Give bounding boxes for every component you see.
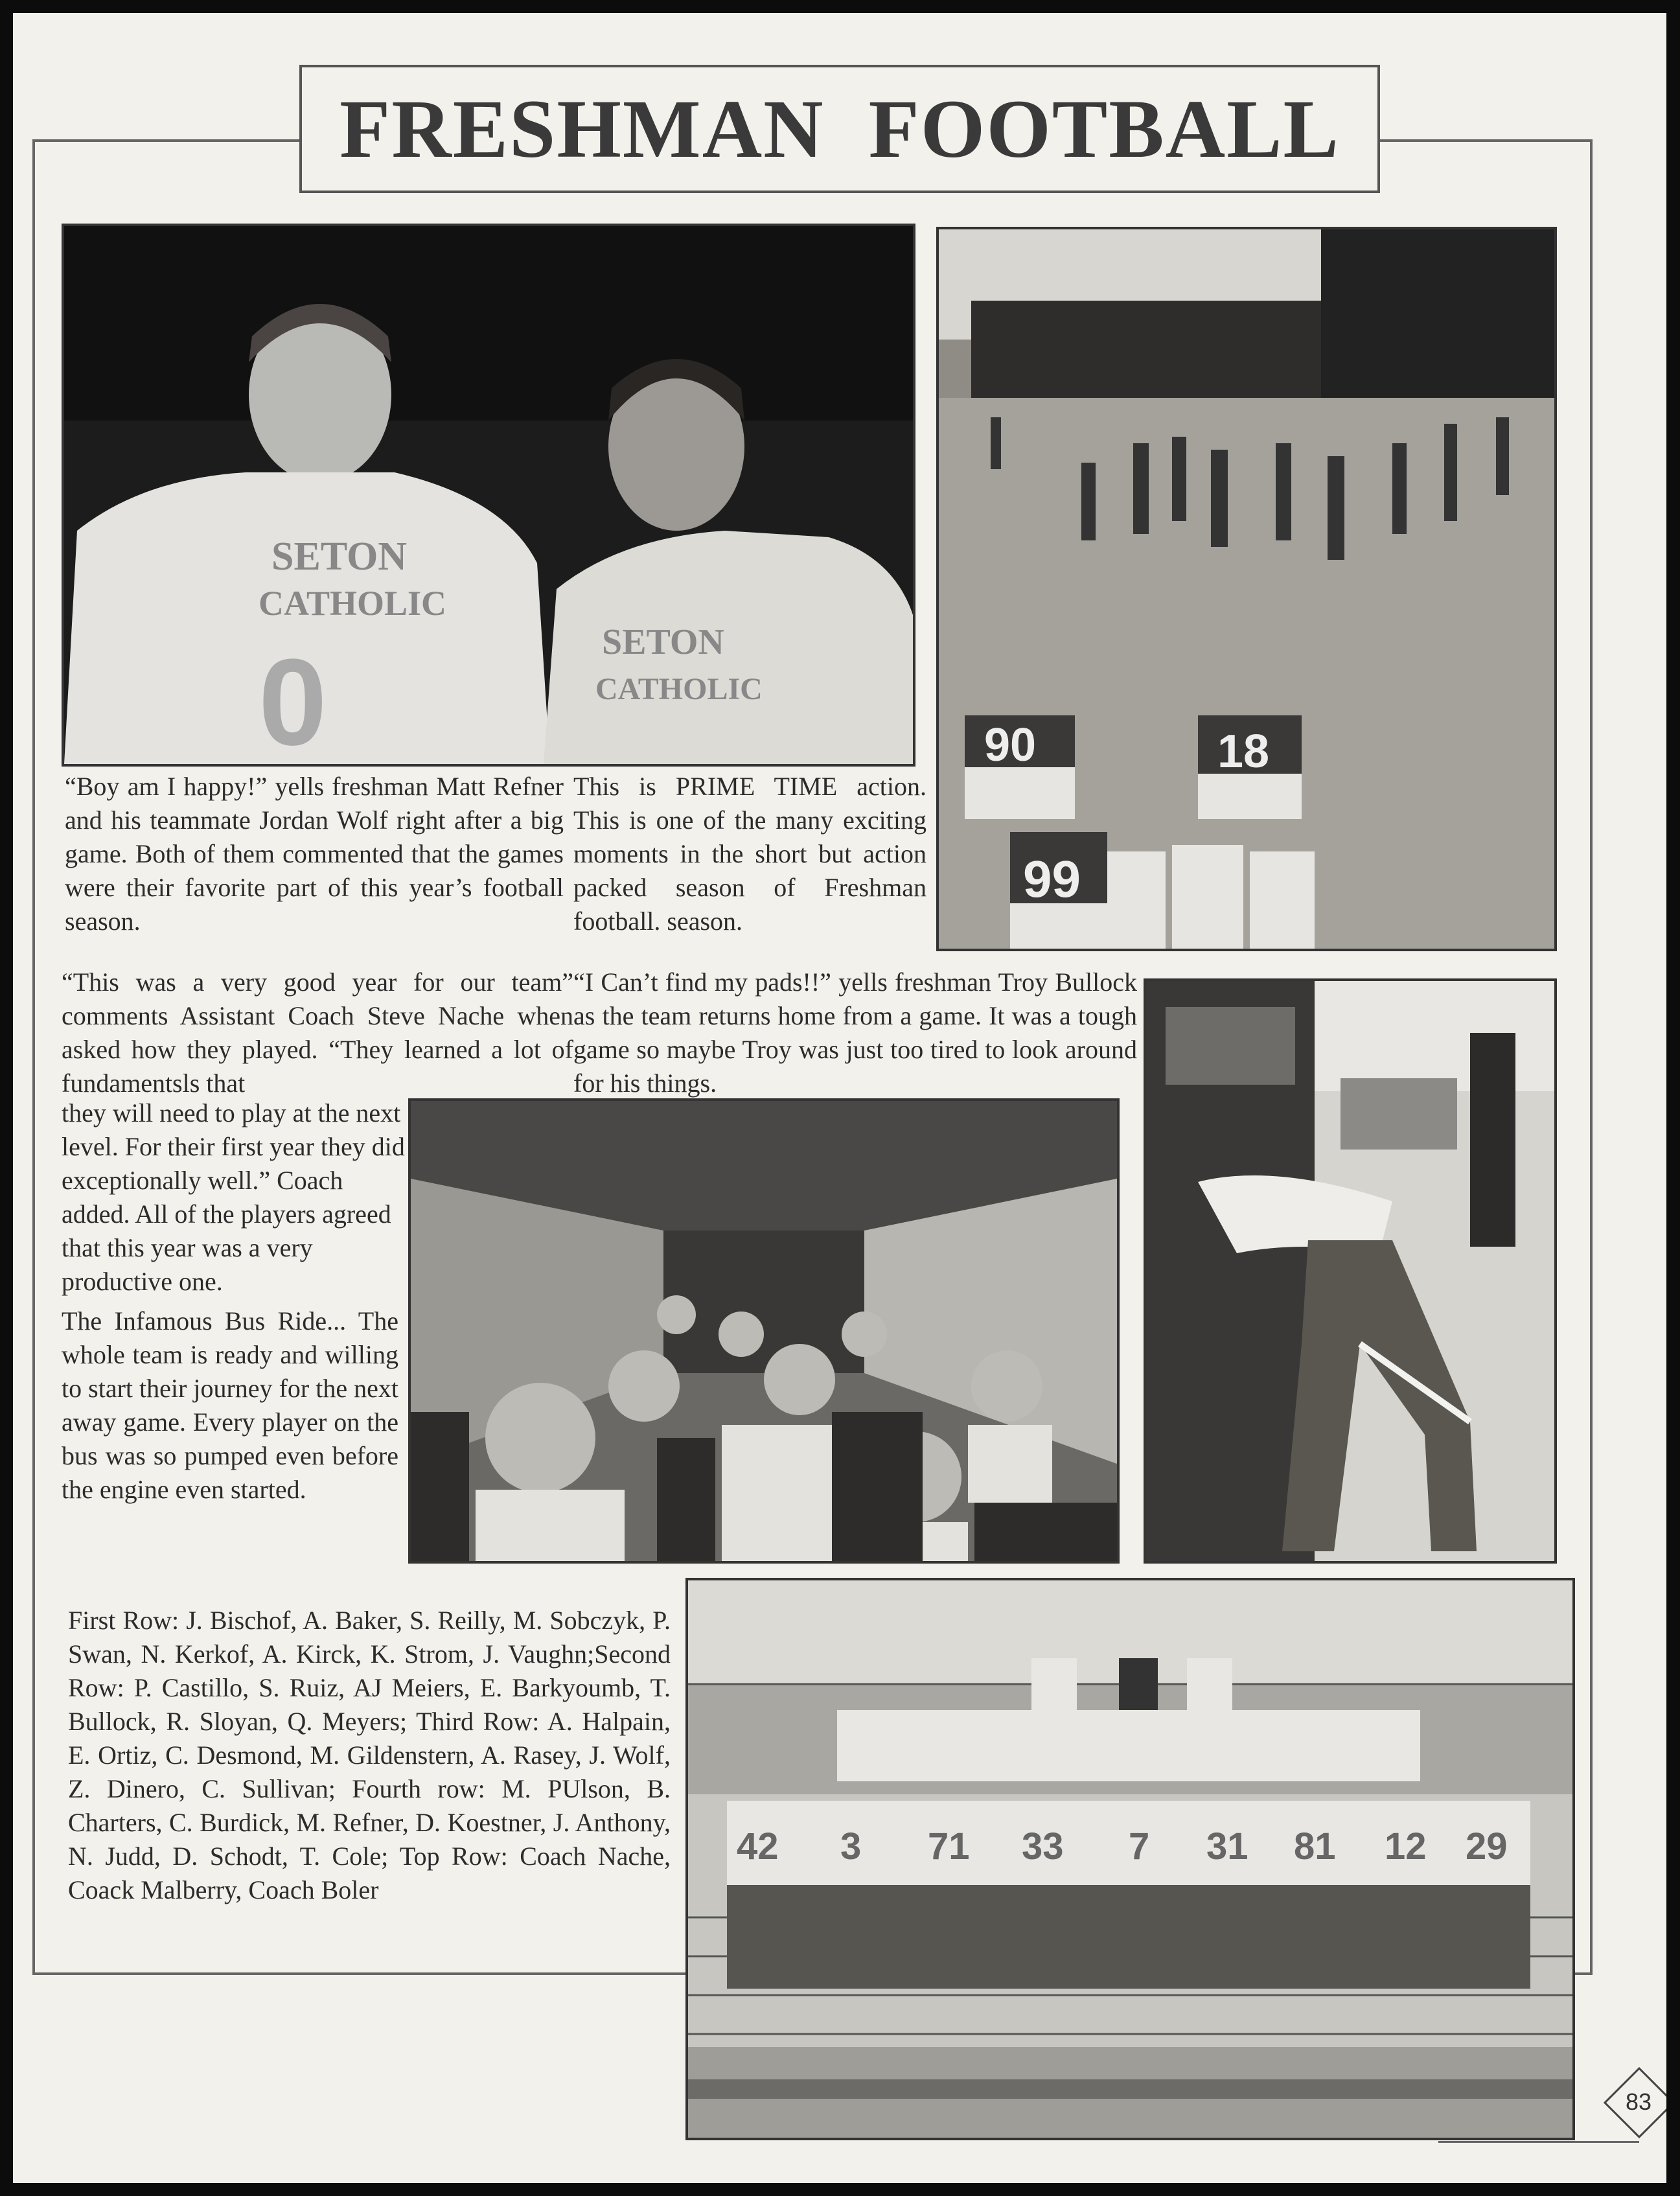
team-jersey-7: 7 bbox=[1129, 1825, 1150, 1867]
team-jersey-33: 33 bbox=[1022, 1825, 1064, 1867]
team-jersey-29: 29 bbox=[1466, 1825, 1508, 1867]
caption-pads-text: “I Can’t find my pads!!” yells freshman Troy Bullock as the team returns home from a game. It was a tough game so maybe Troy was just too tired to look around for his things. bbox=[573, 967, 1137, 1098]
bottom-rule bbox=[1438, 2141, 1639, 2143]
caption-coach-quote-continued-text: they will need to play at the next level. For their first year they did exceptionally well.” Coach added. All of the players agreed that this year was a very productive one. bbox=[62, 1098, 405, 1296]
photo-bus-ride bbox=[408, 1098, 1120, 1564]
team-jersey-71: 71 bbox=[928, 1825, 970, 1867]
jersey-number-90: 90 bbox=[984, 719, 1037, 771]
title-box bbox=[299, 65, 1380, 193]
caption-coach-quote bbox=[62, 965, 573, 1100]
jersey-text-right-1: SETON bbox=[602, 622, 724, 662]
caption-prime-time-text: This is PRIME TIME action. This is one of the many exciting moments in the short but action packed season of Freshman football. season. bbox=[573, 772, 926, 936]
caption-roster-text: First Row: J. Bischof, A. Baker, S. Reilly, M. Sobczyk, P. Swan, N. Kerkof, A. Kirck, K. Strom, J. Vaughn;Second Row: P. Castillo, S. Ruiz, AJ Meiers, E. Barkyoumb, T. Bullock, R. Sloyan, Q. Meyers; Third Row: A. Halpain, E. Ortiz, C. Desmond, M. Gildenstern, A. Rasey, J. Wolf, Z. Dinero, C. Sullivan; Fourth row: M. PUlson, B. Charters, C. Burdick, M. Refner, D. Koestner, J. Anthony, N. Judd, D. Schodt, T. Cole; Top Row: Coach Nache, Coack Malberry, Coach Boler bbox=[68, 1606, 671, 1904]
jersey-number-18: 18 bbox=[1217, 726, 1270, 778]
caption-bus-ride bbox=[62, 1304, 398, 1507]
caption-prime-time bbox=[573, 770, 926, 938]
team-jersey-42: 42 bbox=[737, 1825, 779, 1867]
photo-bus-exterior bbox=[1144, 978, 1557, 1564]
jersey-text-right-2: CATHOLIC bbox=[595, 672, 763, 706]
caption-bus-ride-text: The Infamous Bus Ride... The whole team is ready and willing to start their journey for the next away game. Every player on the bus was so pumped even before the engine even started. bbox=[62, 1306, 398, 1504]
team-jersey-31: 31 bbox=[1206, 1825, 1248, 1867]
caption-pads bbox=[573, 965, 1137, 1100]
caption-coach-quote-continued bbox=[62, 1096, 411, 1299]
jersey-number-99: 99 bbox=[1023, 850, 1081, 908]
photo-team bbox=[685, 1578, 1575, 2140]
team-jersey-3: 3 bbox=[840, 1825, 862, 1867]
caption-roster bbox=[68, 1604, 671, 1907]
page-number: 83 bbox=[1625, 2088, 1652, 2115]
page-number-badge bbox=[1604, 2067, 1666, 2137]
jersey-text-left-1: SETON bbox=[271, 535, 408, 579]
team-jersey-12: 12 bbox=[1385, 1825, 1427, 1867]
caption-refner-wolf bbox=[65, 770, 564, 938]
jersey-text-left-2: CATHOLIC bbox=[259, 584, 447, 623]
caption-coach-quote-text: “This was a very good year for our team” comments Assistant Coach Steve Nache when asked how they played. “They learned a lot of fundamentsls that bbox=[62, 967, 573, 1098]
photo-game-action bbox=[936, 227, 1557, 951]
caption-refner-wolf-text: “Boy am I happy!” yells freshman Matt Refner and his teammate Jordan Wolf right after a big game. Both of them commented that the games were their favorite part of this year’s football season. bbox=[65, 772, 564, 936]
page-title: FRESHMAN FOOTBALL bbox=[339, 82, 1340, 175]
jersey-number-left: 0 bbox=[259, 634, 327, 764]
yearbook-page bbox=[13, 13, 1666, 2183]
team-jersey-81: 81 bbox=[1294, 1825, 1336, 1867]
photo-refner-wolf bbox=[62, 224, 915, 767]
